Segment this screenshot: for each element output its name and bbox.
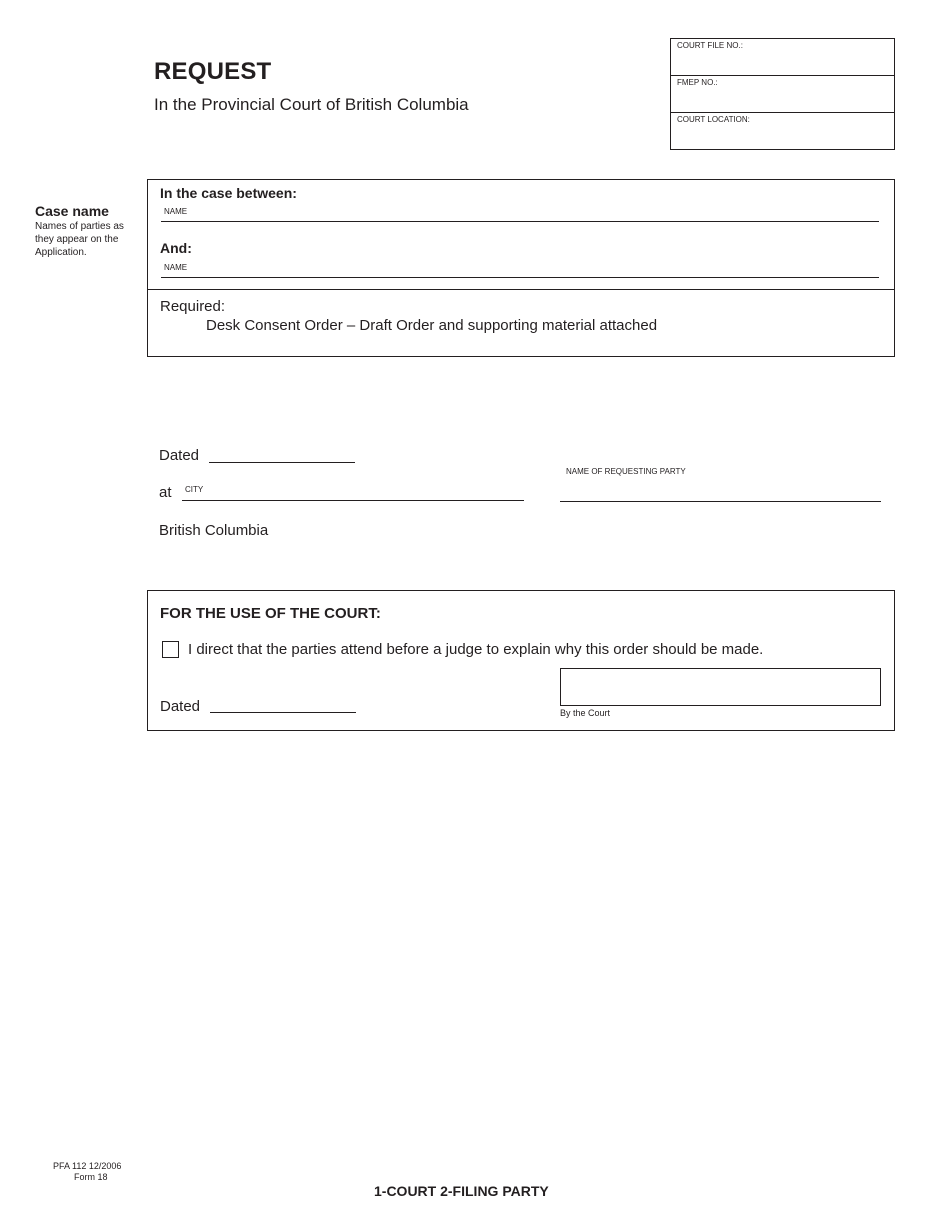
- court-use-title: FOR THE USE OF THE COURT:: [160, 605, 381, 622]
- requesting-party-signature-field[interactable]: [560, 501, 881, 502]
- fmep-no-label: FMEP NO.:: [677, 78, 718, 87]
- direct-attendance-text: I direct that the parties attend before a judge to explain why this order should be made.: [188, 641, 764, 658]
- copies-distribution: 1-COURT 2-FILING PARTY: [374, 1183, 549, 1199]
- dated-field[interactable]: [209, 462, 355, 463]
- court-dated-field[interactable]: [210, 712, 356, 713]
- page-title: REQUEST: [154, 58, 272, 85]
- party-1-name-field[interactable]: [161, 207, 879, 222]
- court-info-box: [670, 38, 895, 150]
- form-number: Form 18: [74, 1172, 108, 1182]
- form-code: PFA 112 12/2006: [53, 1161, 122, 1171]
- requesting-party-label: NAME OF REQUESTING PARTY: [566, 467, 686, 476]
- party-2-name-field[interactable]: [161, 263, 879, 278]
- required-item: Desk Consent Order – Draft Order and supporting material attached: [206, 317, 658, 334]
- city-label: CITY: [185, 485, 204, 494]
- dated-label: Dated: [159, 447, 200, 464]
- court-location-label: COURT LOCATION:: [677, 115, 750, 124]
- province-text: British Columbia: [159, 522, 269, 539]
- court-location-field[interactable]: [671, 113, 894, 149]
- and-label: And:: [160, 240, 192, 256]
- page-subtitle: In the Provincial Court of British Columbia: [154, 95, 469, 114]
- city-field[interactable]: [182, 500, 524, 501]
- court-signature-box[interactable]: [560, 668, 881, 706]
- court-dated-label: Dated: [160, 698, 201, 715]
- required-label: Required:: [160, 298, 226, 315]
- court-file-no-label: COURT FILE NO.:: [677, 41, 743, 50]
- party-2-name-label: NAME: [164, 263, 188, 272]
- direct-attendance-checkbox[interactable]: [162, 641, 179, 658]
- party-1-name-label: NAME: [164, 207, 188, 216]
- court-file-no-field[interactable]: [671, 39, 894, 76]
- at-label: at: [159, 484, 172, 501]
- by-the-court-label: By the Court: [560, 708, 611, 718]
- case-box: [147, 179, 895, 357]
- fmep-no-field[interactable]: [671, 76, 894, 113]
- court-use-box: [147, 590, 895, 731]
- form-code-block: [53, 1161, 121, 1183]
- case-parties-section: [148, 180, 894, 290]
- case-between-label: In the case between:: [160, 185, 297, 201]
- case-name-title: Case name: [35, 203, 109, 219]
- case-name-note: Names of parties as they appear on the Application.: [35, 221, 124, 258]
